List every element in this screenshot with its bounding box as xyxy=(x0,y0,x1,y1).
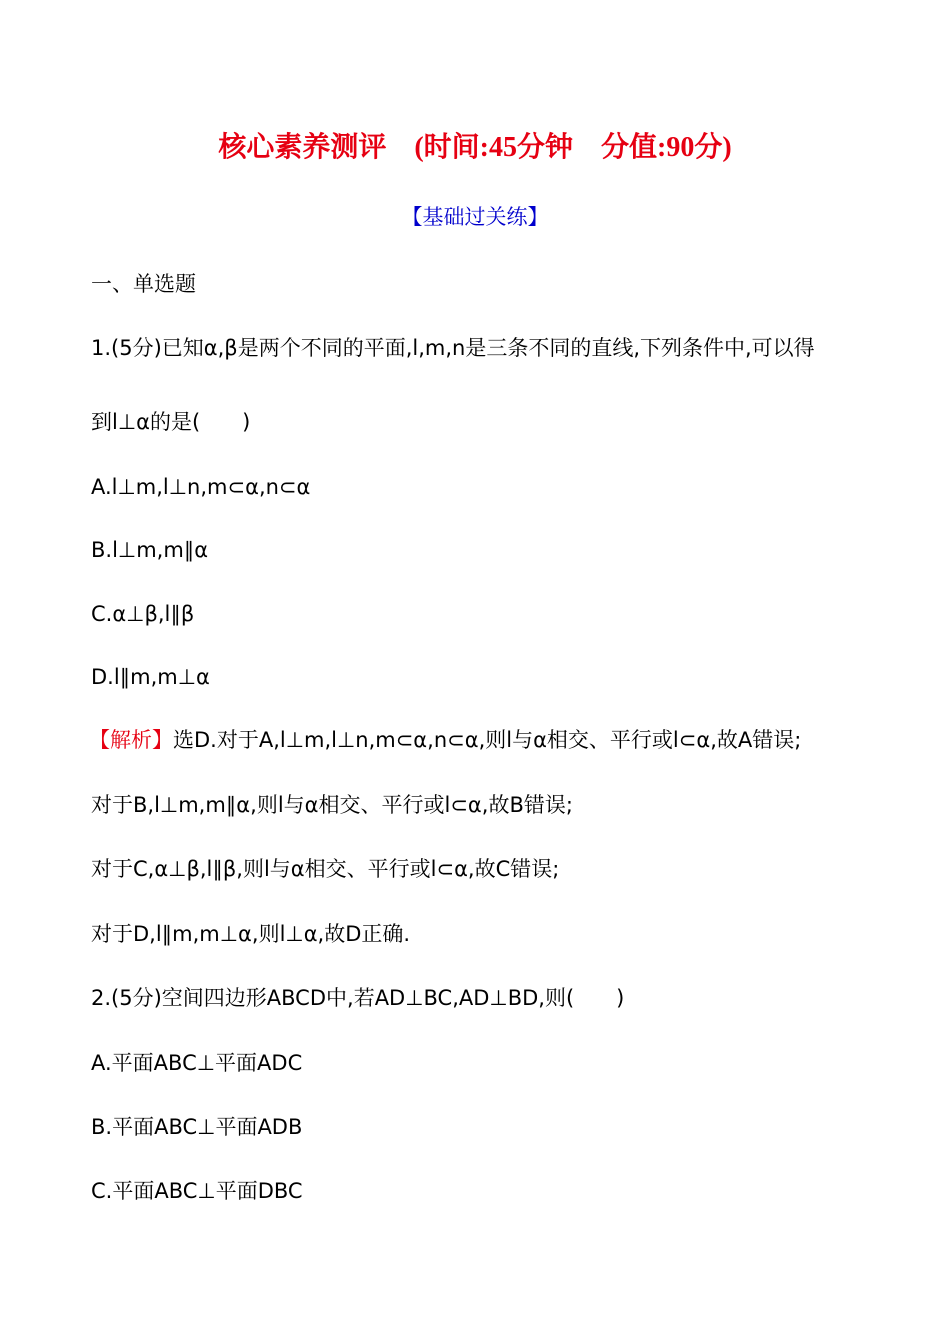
question-1-stem-line-1: 1.(5分)已知α,β是两个不同的平面,l,m,n是三条不同的直线,下列条件中,可以得 xyxy=(91,336,815,360)
question-1-option-d: D.l∥m,m⊥α xyxy=(91,665,210,689)
analysis-text: 选D.对于A,l⊥m,l⊥n,m⊂α,n⊂α,则l与α相交、平行或l⊂α,故A错误; xyxy=(173,728,802,752)
question-2-option-c: C.平面ABC⊥平面DBC xyxy=(91,1179,303,1203)
question-1-analysis-line-3: 对于C,α⊥β,l∥β,则l与α相交、平行或l⊂α,故C错误; xyxy=(91,857,560,881)
question-1-analysis-line-1 xyxy=(89,724,869,756)
question-1-analysis-line-4: 对于D,l∥m,m⊥α,则l⊥α,故D正确. xyxy=(91,922,411,946)
question-2-stem: 2.(5分)空间四边形ABCD中,若AD⊥BC,AD⊥BD,则( ) xyxy=(91,986,625,1010)
section-subtitle: 【基础过关练】 xyxy=(401,205,549,229)
analysis-tag: 【解析】 xyxy=(89,728,173,752)
question-2-option-a: A.平面ABC⊥平面ADC xyxy=(91,1051,303,1075)
question-1-option-b: B.l⊥m,m∥α xyxy=(91,538,209,562)
section-heading: 一、单选题 xyxy=(91,272,196,296)
page-title: 核心素养测评 (时间:45分钟 分值:90分) xyxy=(218,132,732,163)
question-1-stem-line-2: 到l⊥α的是( ) xyxy=(91,410,251,434)
question-2-option-b: B.平面ABC⊥平面ADB xyxy=(91,1115,303,1139)
question-1-analysis-line-2: 对于B,l⊥m,m∥α,则l与α相交、平行或l⊂α,故B错误; xyxy=(91,793,573,817)
question-1-option-a: A.l⊥m,l⊥n,m⊂α,n⊂α xyxy=(91,475,311,499)
question-1-option-c: C.α⊥β,l∥β xyxy=(91,602,195,626)
